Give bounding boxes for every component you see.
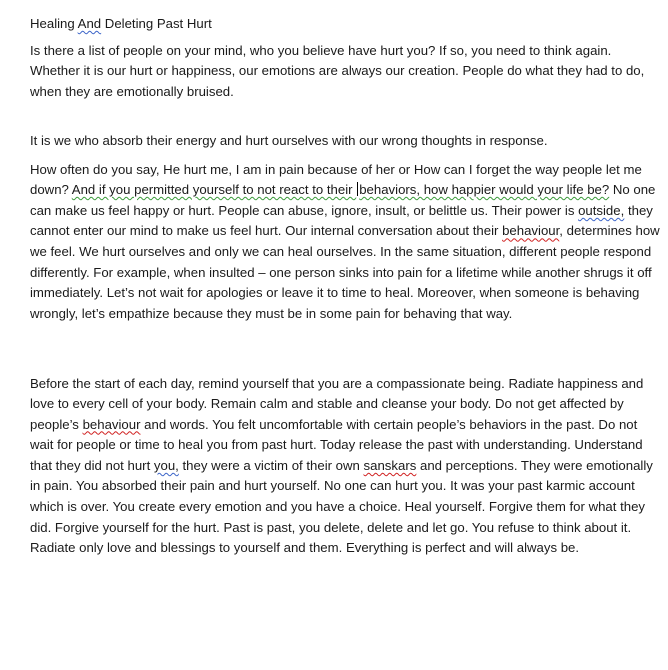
paragraph-3 bbox=[30, 160, 660, 325]
spelling-flagged-word: behaviour bbox=[502, 223, 560, 239]
paragraph-4 bbox=[30, 374, 660, 559]
text-run: and perceptions. They were emotionally in pain. You absorbed their pain and hurt yourself. No one can hurt you. It was your past karmic account which is over. You create every emotion and you have a choice. Heal yourself. Forgive them for what they did. Forgive yourself for the hurt. Past is past, you delete, delete and let go. You refuse to think about it. Radiate only love and blessings to yourself and them. Everything is perfect and will always be. bbox=[30, 457, 653, 556]
text-run: and words. You felt uncomfortable with certain people’s behaviors in the past. Do not wait for people or time to heal you from past hurt. Today release the past with understanding. Understand that they did not hurt bbox=[30, 416, 643, 473]
text-run: behaviors, how happier would your life be? bbox=[359, 182, 610, 198]
paragraph-2: It is we who absorb their energy and hurt ourselves with our wrong thoughts in response. bbox=[30, 132, 548, 148]
blank-line bbox=[30, 332, 660, 353]
grammar-flagged-word: And bbox=[77, 16, 102, 31]
spelling-flagged-word: behaviour bbox=[82, 416, 141, 432]
title-part: Deleting Past Hurt bbox=[101, 16, 212, 31]
text-run: And if you permitted yourself to not react to their bbox=[71, 182, 357, 198]
text-run: they were a victim of their own bbox=[178, 457, 364, 473]
document-title bbox=[30, 14, 660, 35]
grammar-flagged-word: outside, bbox=[578, 202, 625, 218]
spelling-flagged-word: sanskars bbox=[363, 457, 417, 473]
text-run: Before the start of each day, remind yourself that you are a compassionate being. Radiate happiness and love to every cell of your body. Remain calm and stable and cleanse your body. Do not get affected by people’s bbox=[30, 375, 644, 432]
grammar-flagged-phrase bbox=[72, 182, 609, 197]
grammar-flagged-word: you, bbox=[153, 457, 179, 473]
title-part: Healing bbox=[30, 16, 78, 31]
document-page[interactable] bbox=[30, 14, 660, 567]
text-run: How often do you say, He hurt me, I am in pain because of her or How can I forget the way people let me down? bbox=[30, 161, 642, 198]
blank-line bbox=[30, 110, 660, 131]
text-run: , determines how we feel. We hurt ourselves and only we can heal ourselves. In the same situation, different people respond differently. For example, when insulted – one person sinks into pain for a lifetime while another shrugs it off immediately. Let’s not wait for apologies or leave it to time to heal. Moreover, when someone is behaving wrongly, let’s empathize because they must be in some pain for behaving that way. bbox=[30, 223, 660, 321]
blank-line bbox=[30, 353, 660, 374]
paragraph-1: Is there a list of people on your mind, who you believe have hurt you? If so, you need to think again. Whether it is our hurt or happiness, our emotions are always our creation. People do what they had to do, when they are emotionally bruised. bbox=[30, 42, 645, 99]
text-run: they cannot enter our mind to make us feel hurt. Our internal conversation about their bbox=[30, 202, 653, 239]
text-run: No one can make us feel happy or hurt. People can abuse, ignore, insult, or belittle us. Their power is bbox=[30, 182, 656, 218]
